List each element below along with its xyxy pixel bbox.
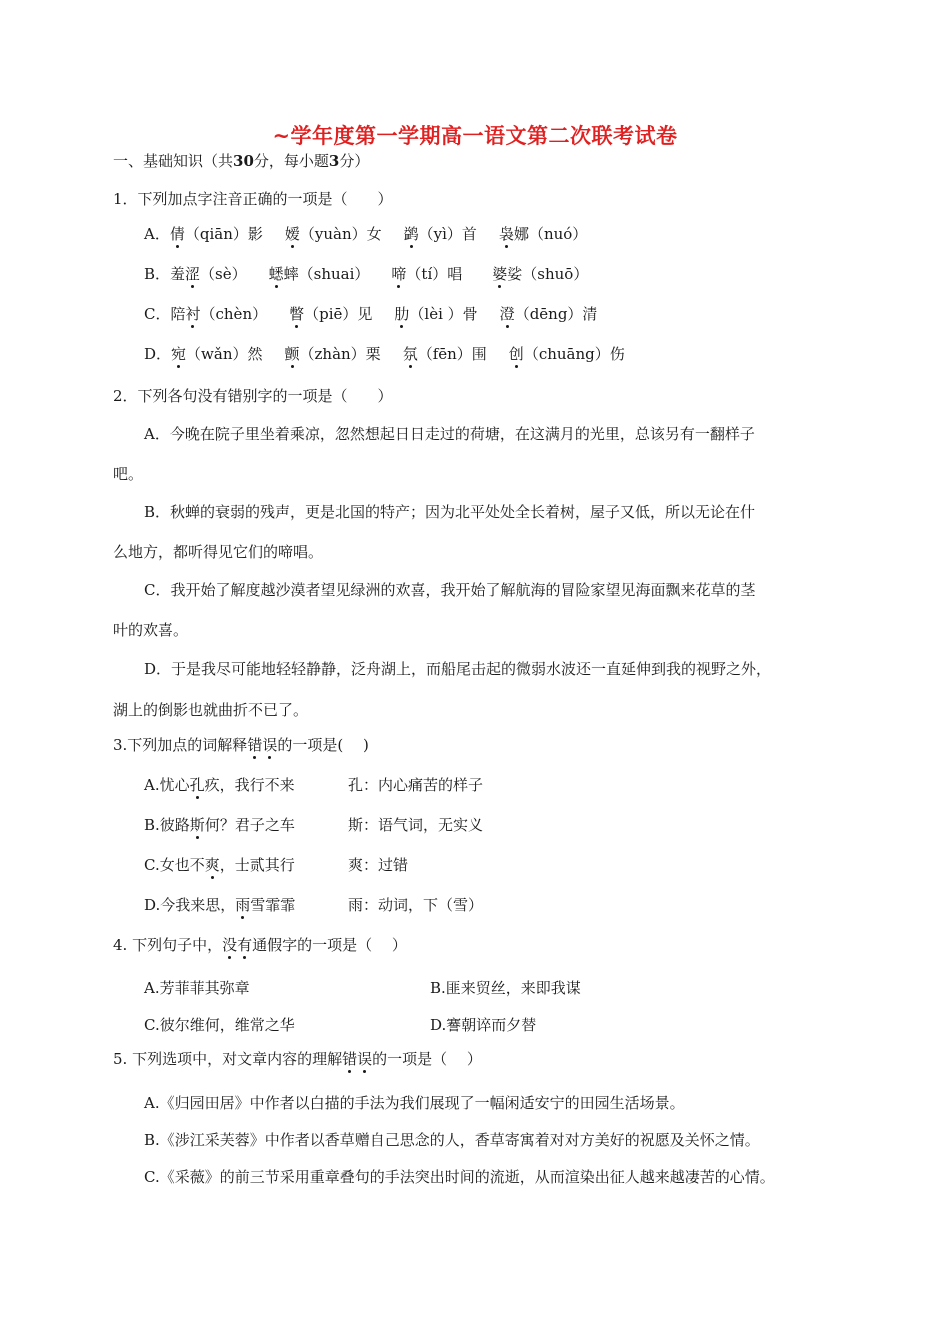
q2-option-a-line1: A．今晚在院子里坐着乘凉，忽然想起日日走过的荷塘，在这满月的光里，总该另有一翻样子	[144, 425, 755, 443]
q3-option-a-gloss: 孔：内心痛苦的样子	[348, 776, 484, 794]
q3-option-c: C.女也不爽，士贰其行	[144, 856, 295, 874]
q3-option-b-gloss: 斯：语气词，无实义	[348, 816, 484, 834]
q5-option-b: B.《涉江采芙蓉》中作者以香草赠自己思念的人，香草寄寓着对对方美好的祝愿及关怀之情。	[144, 1131, 760, 1149]
q4-stem: 4. 下列句子中，没有通假字的一项是（ ）	[113, 936, 407, 954]
q2-option-d-line2: 湖上的倒影也就曲折不已了。	[113, 701, 309, 719]
q2-stem: 2．下列各句没有错别字的一项是（ ）	[113, 387, 393, 405]
q2-option-a-line2: 吧。	[113, 465, 144, 483]
q4-option-b: B.匪来贸丝，来即我谋	[430, 979, 581, 997]
q3-option-d-gloss: 雨：动词，下（雪）	[348, 896, 484, 914]
q1-option-a: A．倩（qiān）影 嫒（yuàn）女 鹢（yì）首 袅娜（nuó）	[144, 225, 588, 243]
q3-option-b: B.彼路斯何？君子之车	[144, 816, 295, 834]
q3-option-d: D.今我来思，雨雪霏霏	[144, 896, 296, 914]
q2-option-c-line2: 叶的欢喜。	[113, 621, 189, 639]
q3-stem: 3.下列加点的词解释错误的一项是( )	[113, 736, 369, 754]
q1-stem: 1．下列加点字注音正确的一项是（ ）	[113, 190, 393, 208]
q4-option-c: C.彼尔维何，维常之华	[144, 1016, 295, 1034]
q2-option-b-line1: B．秋蝉的衰弱的残声，更是北国的特产；因为北平处处全长着树，屋子又低，所以无论在什	[144, 503, 756, 521]
q5-stem: 5. 下列选项中，对文章内容的理解错误的一项是（ ）	[113, 1050, 482, 1068]
q5-option-c: C.《采薇》的前三节采用重章叠句的手法突出时间的流逝，从而渲染出征人越来越凄苦的心情。	[144, 1168, 775, 1186]
q1-option-d: D．宛（wǎn）然 颤（zhàn）栗 氛（fēn）围 创（chuāng）伤	[144, 345, 625, 363]
q2-option-d-line1: D．于是我尽可能地轻轻静静，泛舟湖上，而船尾击起的微弱水波还一直延伸到我的视野之外，	[144, 660, 772, 678]
q4-option-d: D.謇朝谇而夕替	[430, 1016, 537, 1034]
q4-option-a: A.芳菲菲其弥章	[144, 979, 250, 997]
q1-option-c: C．陪衬（chèn） 瞥（piē）见 肋（lèi ）骨 澄（dēng）清	[144, 305, 598, 323]
q2-option-b-line2: 么地方，都听得见它们的啼唱。	[113, 543, 324, 561]
section-1-heading: 一、基础知识（共30分，每小题3分）	[113, 152, 370, 170]
exam-title: ~学年度第一学期高一语文第二次联考试卷	[272, 123, 678, 148]
q1-option-b: B．羞涩（sè） 蟋蟀（shuai） 啼（tí）唱 婆娑（shuō）	[144, 265, 589, 283]
q2-option-c-line1: C．我开始了解度越沙漠者望见绿洲的欢喜，我开始了解航海的冒险家望见海面飘来花草的茎	[144, 581, 756, 599]
q5-option-a: A.《归园田居》中作者以白描的手法为我们展现了一幅闲适安宁的田园生活场景。	[144, 1094, 685, 1112]
q3-option-c-gloss: 爽：过错	[348, 856, 409, 874]
q3-option-a: A.忧心孔疚，我行不来	[144, 776, 295, 794]
